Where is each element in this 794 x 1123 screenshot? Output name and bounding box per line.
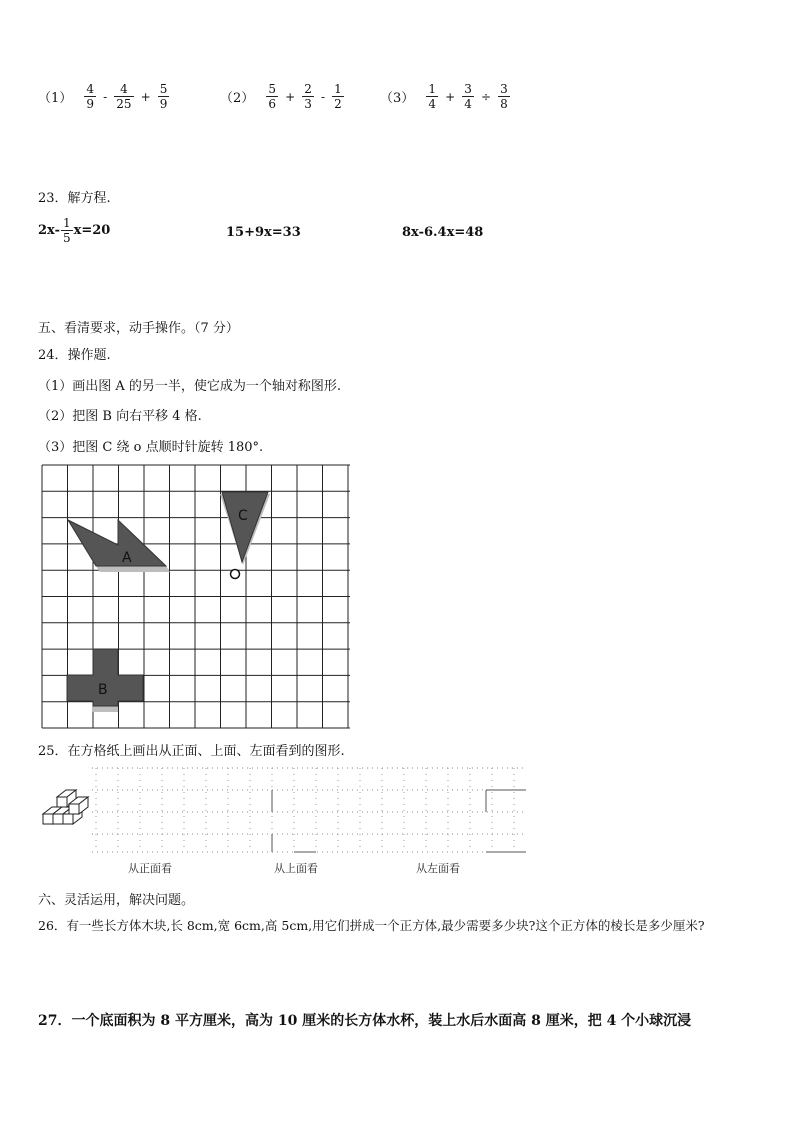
fraction: $\frac{3}{8}$ (500, 82, 508, 111)
fraction: $\frac{1}{5}$ (62, 216, 71, 245)
expression-label: （3） (380, 91, 415, 106)
q24-step-3: （3）把图 C 绕 o 点顺时针旋转 180°. (38, 440, 264, 455)
fraction: $\frac{3}{4}$ (464, 82, 472, 111)
section-5-title: 五、看清要求，动手操作。（7 分） (38, 321, 239, 336)
operator: - (103, 89, 108, 104)
operator: - (321, 89, 326, 104)
q25-title: 25．在方格纸上画出从正面、上面、左面看到的图形. (38, 744, 345, 759)
fraction: $\frac{1}{2}$ (334, 82, 342, 111)
fraction: $\frac{4}{25}$ (116, 82, 132, 111)
views-figure (40, 766, 530, 878)
shape-a-shadow (96, 566, 170, 572)
expression-3 (380, 82, 511, 111)
equation-3: 8x-6.4x=48 (402, 225, 484, 240)
section-6-title: 六、灵活运用，解决问题。 (38, 893, 195, 908)
cube-stack-icon (43, 790, 88, 824)
fraction: $\frac{4}{9}$ (86, 82, 95, 111)
equation-2: 15+9x=33 (226, 225, 301, 240)
expression-label: （2） (220, 91, 255, 106)
dot-grid-columns (96, 768, 514, 852)
shape-a-label: A (122, 550, 132, 566)
faint-view-lines (272, 790, 526, 852)
operator: ÷ (481, 89, 492, 104)
expression-1 (38, 82, 170, 111)
q24-step-2: （2）把图 B 向右平移 4 格. (38, 409, 202, 424)
dot-grid (92, 768, 526, 852)
operator: + (285, 89, 296, 104)
fraction: $\frac{1}{4}$ (428, 82, 437, 111)
rotation-point-o (231, 570, 240, 579)
operator: + (140, 89, 151, 104)
shape-b-shadow (92, 706, 118, 712)
q23-title: 23．解方程. (38, 191, 111, 206)
q24-step-1: （1）画出图 A 的另一半，使它成为一个轴对称图形. (38, 379, 342, 394)
shape-c (222, 492, 268, 562)
expression-label: （1） (38, 91, 73, 106)
q27-text: 27．一个底面积为 8 平方厘米，高为 10 厘米的长方体水杯，装上水后水面高 8 厘米，把 4 个小球沉浸 (38, 1013, 692, 1029)
fraction: $\frac{5}{9}$ (159, 82, 168, 111)
shape-a (68, 520, 166, 566)
shape-c-label: C (238, 508, 248, 524)
operation-grid (38, 462, 358, 732)
shape-b-label: B (98, 682, 108, 698)
q26-text: 26．有一些长方体木块,长 8cm,宽 6cm,高 5cm,用它们拼成一个正方体,最少需要多少块?这个正方体的棱长是多少厘米? (38, 918, 705, 933)
fraction: $\frac{2}{3}$ (304, 82, 312, 111)
equation-1: 2x- $\frac{1}{5}$ x=20 (38, 216, 111, 245)
view-label-front: 从正面看 (128, 862, 172, 875)
view-label-top: 从上面看 (274, 862, 318, 875)
operator: + (445, 89, 456, 104)
q24-title: 24．操作题. (38, 348, 111, 363)
view-label-left: 从左面看 (416, 862, 460, 875)
fraction: $\frac{5}{6}$ (268, 82, 277, 111)
expression-2 (220, 82, 345, 111)
